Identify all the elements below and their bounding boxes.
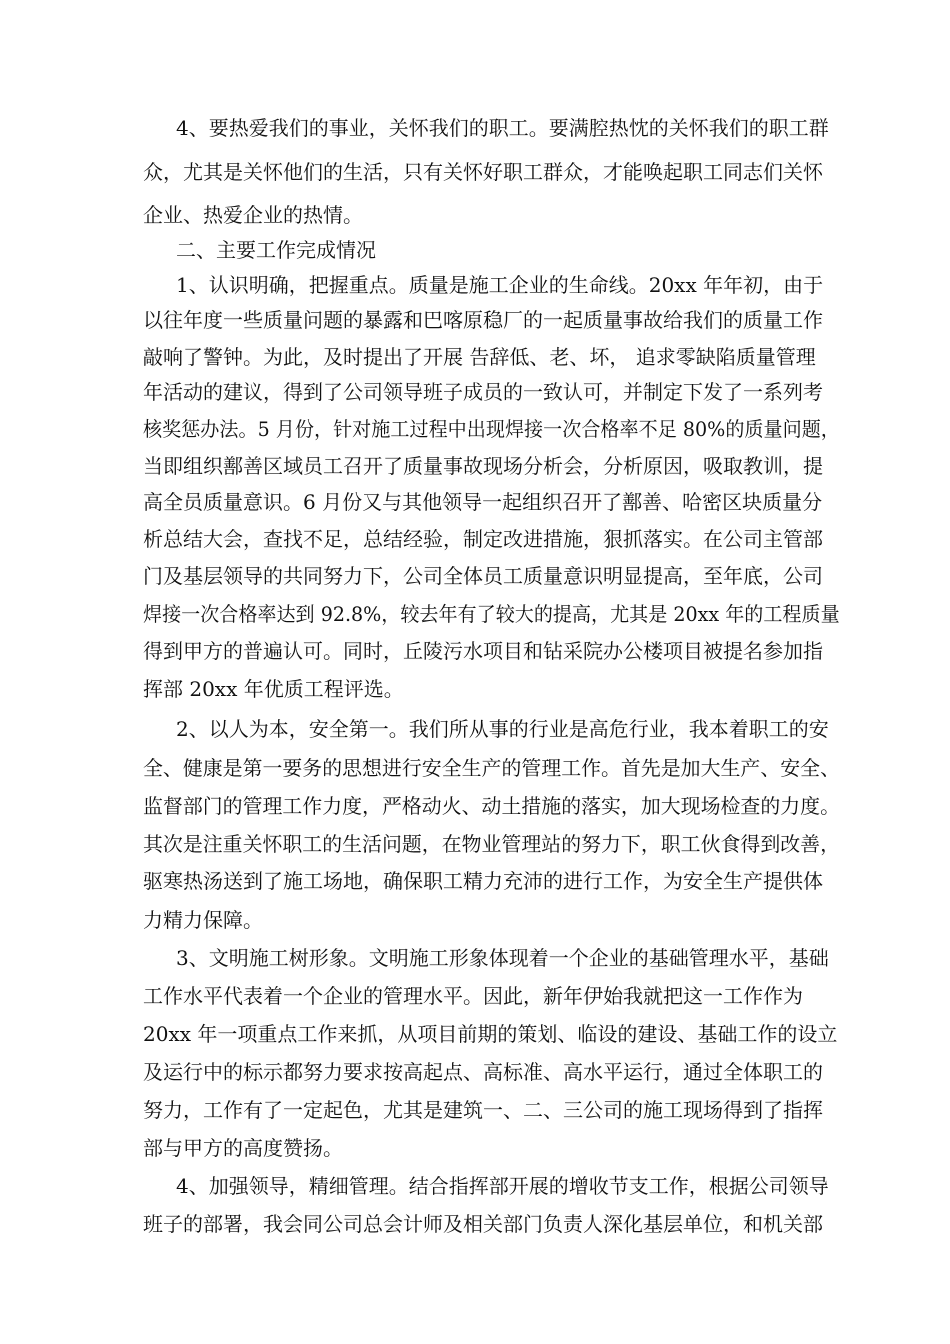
paragraph-line: 高全员质量意识。6 月份又与其他领导一起组织召开了鄯善、哈密区块质量分 (143, 490, 823, 514)
paragraph-line: 4、要热爱我们的事业，关怀我们的职工。要满腔热忱的关怀我们的职工群 (176, 116, 829, 140)
paragraph-line: 1、认识明确，把握重点。质量是施工企业的生命线。20xx 年年初，由于 (176, 273, 824, 297)
paragraph-line: 得到甲方的普遍认可。同时，丘陵污水项目和钻采院办公楼项目被提名参加指 (143, 639, 823, 663)
paragraph-line: 其次是注重关怀职工的生活问题，在物业管理站的努力下，职工伙食得到改善， (143, 832, 840, 856)
paragraph-line: 20xx 年一项重点工作来抓，从项目前期的策划、临设的建设、基础工作的设立 (143, 1022, 838, 1046)
paragraph-line: 力精力保障。 (143, 908, 263, 932)
paragraph-line: 挥部 20xx 年优质工程评选。 (143, 677, 404, 701)
paragraph-line: 及运行中的标示都努力要求按高起点、高标准、高水平运行，通过全体职工的 (143, 1060, 823, 1084)
paragraph-line: 门及基层领导的共同努力下，公司全体员工质量意识明显提高，至年底，公司 (143, 564, 823, 588)
paragraph-line: 努力，工作有了一定起色，尤其是建筑一、二、三公司的施工现场得到了指挥 (143, 1098, 823, 1122)
paragraph-line: 析总结大会，查找不足，总结经验，制定改进措施，狠抓落实。在公司主管部 (143, 527, 823, 551)
section-heading: 二、主要工作完成情况 (176, 238, 376, 262)
paragraph-line: 核奖惩办法。5 月份，针对施工过程中出现焊接一次合格率不足 80%的质量问题， (143, 417, 840, 441)
paragraph-line: 工作水平代表着一个企业的管理水平。因此，新年伊始我就把这一工作作为 (143, 984, 803, 1008)
paragraph-line: 监督部门的管理工作力度，严格动火、动土措施的落实，加大现场检查的力度。 (143, 794, 840, 818)
paragraph-line: 以往年度一些质量问题的暴露和巴喀原稳厂的一起质量事故给我们的质量工作 (143, 308, 823, 332)
paragraph-line: 3、文明施工树形象。文明施工形象体现着一个企业的基础管理水平，基础 (176, 946, 829, 970)
paragraph-line: 年活动的建议，得到了公司领导班子成员的一致认可，并制定下发了一系列考 (143, 380, 823, 404)
paragraph-line: 敲响了警钟。为此，及时提出了开展 告辞低、老、坏， 追求零缺陷质量管理 (143, 345, 816, 369)
paragraph-line: 焊接一次合格率达到 92.8%，较去年有了较大的提高，尤其是 20xx 年的工程质量 (143, 602, 840, 626)
paragraph-line: 班子的部署，我会同公司总会计师及相关部门负责人深化基层单位，和机关部 (143, 1212, 823, 1236)
paragraph-line: 当即组织鄯善区域员工召开了质量事故现场分析会，分析原因，吸取教训，提 (143, 454, 823, 478)
paragraph-line: 全、健康是第一要务的思想进行安全生产的管理工作。首先是加大生产、安全、 (143, 756, 840, 780)
paragraph-line: 驱寒热汤送到了施工场地，确保职工精力充沛的进行工作，为安全生产提供体 (143, 869, 823, 893)
paragraph-line: 企业、热爱企业的热情。 (143, 203, 363, 227)
paragraph-line: 部与甲方的高度赞扬。 (143, 1136, 343, 1160)
paragraph-line: 2、以人为本，安全第一。我们所从事的行业是高危行业，我本着职工的安 (176, 717, 829, 741)
paragraph-line: 4、加强领导，精细管理。结合指挥部开展的增收节支工作，根据公司领导 (176, 1174, 829, 1198)
paragraph-line: 众，尤其是关怀他们的生活，只有关怀好职工群众，才能唤起职工同志们关怀 (143, 160, 823, 184)
